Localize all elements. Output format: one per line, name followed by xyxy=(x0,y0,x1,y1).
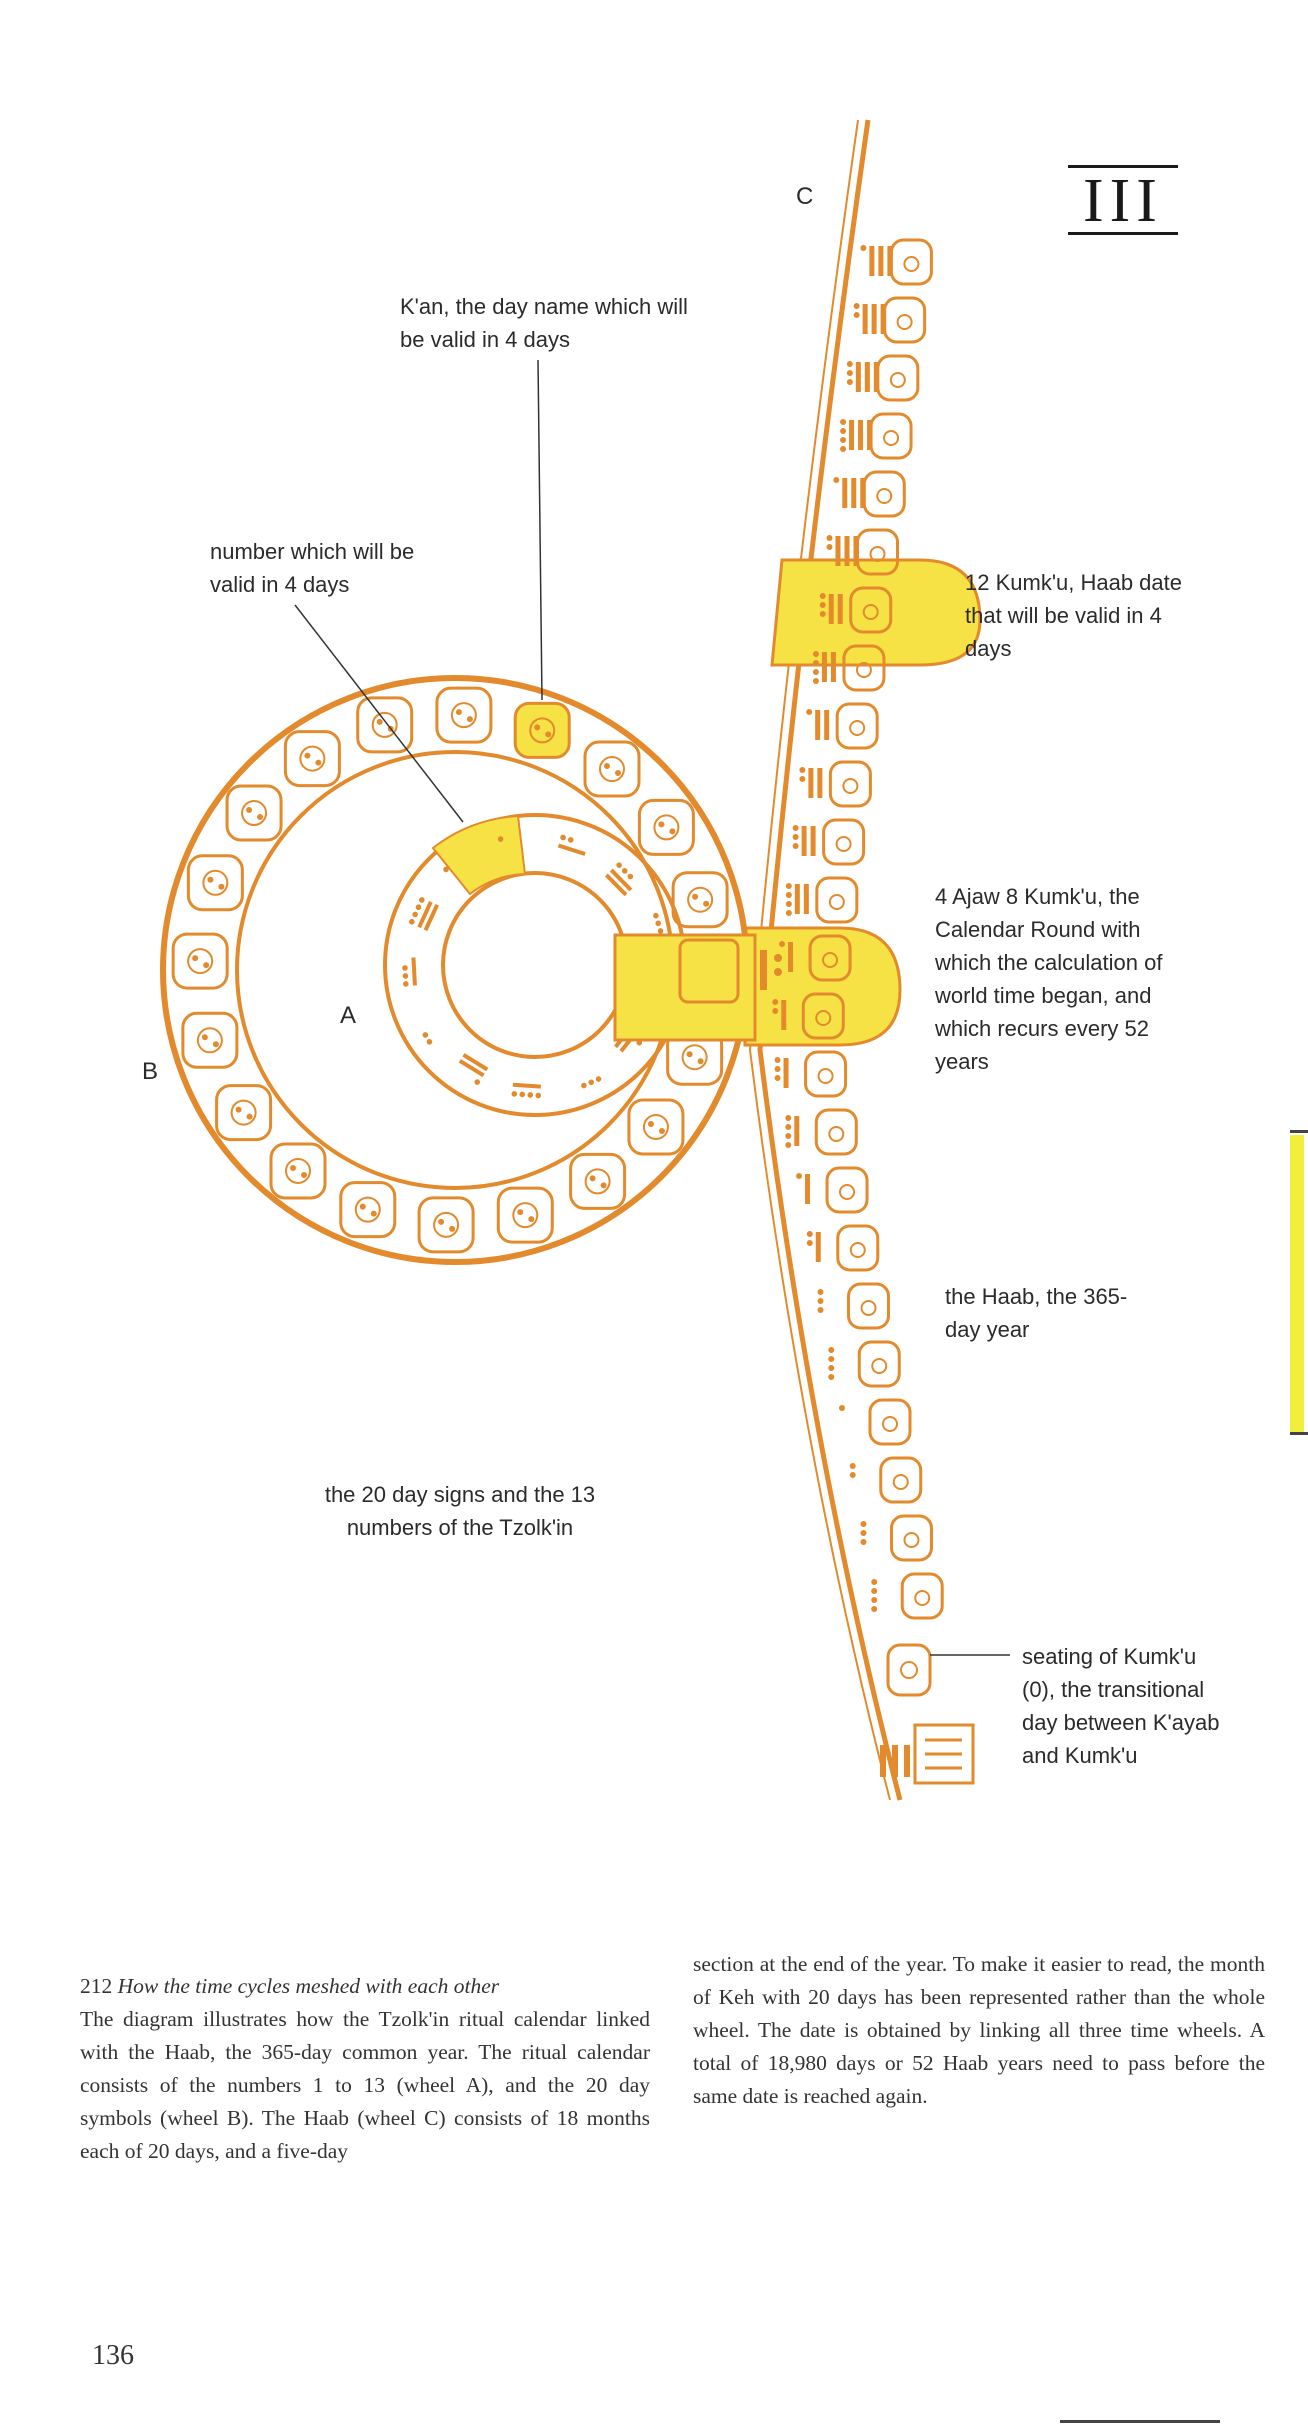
haab-kayab-glyph xyxy=(880,1725,973,1783)
haab-day-glyph xyxy=(828,1342,899,1386)
kan-day-glyph xyxy=(515,703,569,757)
haab-day-glyph xyxy=(796,1168,867,1212)
label-number: number which will be valid in 4 days xyxy=(210,539,415,597)
day-sign-glyph xyxy=(498,1188,552,1242)
number-mark xyxy=(454,1053,489,1086)
figure-title xyxy=(80,1970,650,2003)
day-sign-glyph xyxy=(585,742,639,796)
day-sign-glyph xyxy=(217,1086,271,1140)
haab-day-glyph xyxy=(839,1400,910,1444)
day-sign-glyph xyxy=(173,934,227,988)
number-mark xyxy=(557,834,589,856)
page-number: 136 xyxy=(92,2340,134,2371)
wheel-a-letter: A xyxy=(340,1002,357,1029)
yellow-edge-tab xyxy=(1290,1135,1304,1435)
label-ajaw-calendar-round: 4 Ajaw 8 Kumk'u, the Calendar Round with which the calculation of world time began, and which recurs every 52 years xyxy=(935,884,1163,1074)
leader-kan xyxy=(538,360,542,700)
haab-day-glyph xyxy=(840,414,911,458)
haab-day-glyph xyxy=(799,762,870,806)
edge-tick-top xyxy=(1290,1130,1308,1133)
number-mark xyxy=(604,861,639,896)
haab-day-glyph xyxy=(871,1574,942,1618)
day-sign-glyph xyxy=(419,1198,473,1252)
haab-day-glyph xyxy=(860,240,931,284)
wheel-c-letter: C xyxy=(796,183,814,210)
haab-highlight-12-kumku xyxy=(772,560,980,665)
edge-tick-bottom xyxy=(1290,1432,1308,1435)
label-tzolkin: the 20 day signs and the 13 numbers of the Tzolk'in xyxy=(324,1482,596,1540)
caption-left-column xyxy=(80,1970,650,2168)
haab-day-glyph xyxy=(785,1110,856,1154)
haab-day-glyph xyxy=(818,1284,889,1328)
figure-number: 212 xyxy=(80,1974,113,1998)
caption-text-part2: section at the end of the year. To make it easier to read, the month of Keh with 20 days has been represented rather than the whole wheel. The date is obtained by linking all three time wheels. A total of 18,980 days or 52 Haab years need to pass before the same date is reached again. xyxy=(693,1952,1265,2108)
day-sign-glyph xyxy=(227,786,281,840)
day-sign-glyph xyxy=(358,698,412,752)
day-sign-glyph xyxy=(188,856,242,910)
label-kan: K'an, the day name which will be valid in 4 days xyxy=(400,294,688,352)
number-mark xyxy=(580,1075,602,1089)
label-haab: the Haab, the 365-day year xyxy=(945,1284,1128,1342)
haab-highlight-8-kumku xyxy=(745,928,900,1045)
day-sign-glyph xyxy=(285,732,339,786)
day-sign-glyph xyxy=(271,1144,325,1198)
number-mark xyxy=(408,896,439,932)
wheel-connector-highlight xyxy=(615,935,755,1040)
label-12-kumku: 12 Kumk'u, Haab date that will be valid in 4 days xyxy=(965,570,1183,661)
haab-day-glyph xyxy=(850,1458,921,1502)
day-sign-glyph xyxy=(341,1183,395,1237)
roman-numeral: III xyxy=(1068,165,1178,235)
day-sign-glyph xyxy=(437,688,491,742)
caption-text-part1: The diagram illustrates how the Tzolk'in ritual calendar linked with the Haab, the 365-day common year. The ritual calendar consists of the numbers 1 to 13 (wheel A), and the 20 day symbols (wheel B). The Haab (wheel C) consists of 18 months each of 20 days, and a five-day xyxy=(80,2007,650,2163)
day-sign-glyph xyxy=(183,1013,237,1067)
label-seating-kumku: seating of Kumk'u (0), the transitional day between K'ayab and Kumk'u xyxy=(1022,1644,1220,1768)
haab-day-glyph xyxy=(786,878,857,922)
haab-day-glyph xyxy=(833,472,904,516)
wheel-a-inner-rim xyxy=(443,873,627,1057)
bottom-rule xyxy=(1060,2420,1220,2423)
haab-day-glyph xyxy=(775,1052,846,1096)
haab-day-glyph xyxy=(854,298,925,342)
number-mark xyxy=(511,1083,541,1099)
day-sign-glyph xyxy=(629,1100,683,1154)
day-sign-glyph xyxy=(673,873,727,927)
figure-title-text: How the time cycles meshed with each other xyxy=(117,1974,500,1998)
wheel-b-letter: B xyxy=(142,1058,159,1085)
number-mark xyxy=(402,957,417,986)
caption-right-column xyxy=(693,1948,1265,2113)
day-sign-glyph xyxy=(571,1154,625,1208)
number-mark xyxy=(422,1031,434,1046)
haab-day-glyph xyxy=(807,1226,878,1270)
haab-day-glyph xyxy=(860,1516,931,1560)
haab-day-glyph xyxy=(847,356,918,400)
haab-seating-glyph xyxy=(888,1645,1010,1695)
haab-day-glyph xyxy=(793,820,864,864)
wheel-b-inner-rim xyxy=(237,752,673,1188)
wheel-a-highlight-number xyxy=(433,816,525,894)
day-sign-glyph xyxy=(639,800,693,854)
haab-day-glyph xyxy=(806,704,877,748)
